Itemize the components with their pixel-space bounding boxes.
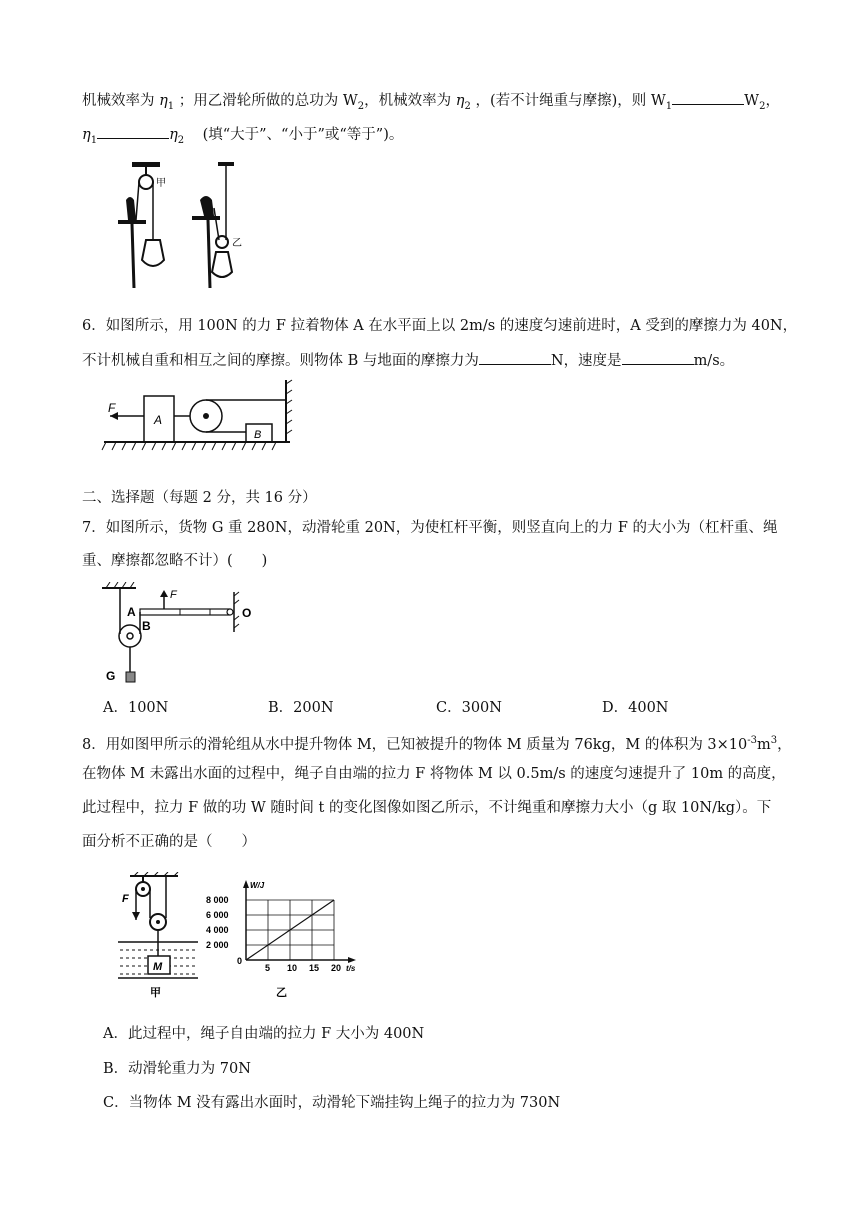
subscript: 2: [357, 100, 365, 112]
ceiling-mount: [218, 162, 234, 166]
q6-text: m/s。: [693, 353, 735, 369]
q8-option-a[interactable]: A．此过程中，绳子自由端的拉力 F 大小为 400N: [103, 1026, 425, 1042]
q7-line-1: 7．如图所示，货物 G 重 280N，动滑轮重 20N，为使杠杆平衡，则竖直向上的力 F 的大小为（杠杆重、绳: [82, 520, 778, 536]
q8-line-3: 此过程中，拉力 F 做的功 W 随时间 t 的变化图像如图乙所示，不计绳重和摩擦力大小（g 取 10N/kg）。下: [82, 800, 772, 816]
label-F: F: [122, 893, 129, 905]
q8-option-b[interactable]: B．动滑轮重力为 70N: [103, 1061, 251, 1077]
person-figure: [126, 197, 136, 220]
subscript: 2: [177, 134, 185, 146]
subscript: 1: [90, 134, 98, 146]
label-B: B: [142, 619, 151, 633]
x-axis-arrow: [348, 957, 356, 963]
q6-pulley-figure: [100, 376, 300, 456]
rope: [214, 208, 219, 240]
y-tick-label: 6 000: [206, 910, 229, 920]
rope: [136, 182, 139, 220]
q5-text: ；用乙滑轮所做的总功为 W: [178, 93, 358, 109]
answer-blank[interactable]: [97, 124, 169, 139]
answer-blank[interactable]: [672, 90, 744, 105]
x-tick-label: 10: [287, 963, 298, 973]
x-tick-label: 5: [265, 963, 271, 973]
pivot-O: [227, 609, 233, 615]
subscript: 1: [167, 100, 175, 112]
eta-symbol: η: [82, 127, 91, 143]
ceiling-mount: [132, 162, 160, 167]
label-A: A: [154, 413, 163, 427]
load-bucket: [142, 240, 164, 266]
q8-work-time-chart: [204, 872, 372, 1002]
q6-text: N，速度是: [550, 353, 622, 369]
q5-line-1: [82, 90, 780, 117]
q7-line-2: 重、摩擦都忽略不计）( ): [82, 553, 268, 569]
label-F: F: [108, 401, 116, 415]
x-tick-label: 20: [331, 963, 342, 973]
ground-hatch: [102, 442, 276, 450]
label-O: O: [242, 606, 252, 620]
label-F: F: [170, 589, 177, 601]
q8-line-2: 在物体 M 未露出水面的过程中，绳子自由端的拉力 F 将物体 M 以 0.5m/s 的速度匀速提升了 10m 的高度，: [82, 766, 786, 782]
q5-text: (填“大于”、“小于”或“等于”)。: [202, 127, 404, 143]
q7-option-d[interactable]: D．400N: [602, 700, 669, 716]
superscript: -3: [747, 735, 758, 746]
y-tick-label: 2 000: [206, 940, 229, 950]
q5-text: ，(若不计绳重与摩擦)，则 W: [475, 93, 666, 109]
person-figure: [200, 196, 214, 216]
movable-pulley: [119, 625, 141, 647]
arrow-head: [132, 912, 140, 920]
q7-option-b[interactable]: B．200N: [268, 700, 334, 716]
q6-line-2: [82, 350, 734, 371]
movable-pulley: [216, 236, 228, 248]
q5-line-2: [82, 124, 403, 151]
q8-text: m: [757, 736, 771, 753]
label-A: A: [127, 605, 136, 619]
q7-option-a[interactable]: A．100N: [103, 700, 169, 716]
q5-text: ，机械效率为: [364, 93, 452, 109]
platform: [118, 220, 146, 224]
cargo-G: [126, 672, 135, 682]
q6-text: 不计机械自重和相互之间的摩擦。则物体 B 与地面的摩擦力为: [82, 353, 479, 369]
y-tick-label: 8 000: [206, 895, 229, 905]
q7-lever-figure: [100, 582, 260, 690]
x-tick-label: 15: [309, 963, 320, 973]
answer-blank[interactable]: [622, 350, 694, 365]
q8-line-4: 面分析不正确的是（ ）: [82, 834, 256, 850]
support-pole: [208, 220, 210, 288]
q6-line-1: 6．如图所示，用 100N 的力 F 拉着物体 A 在水平面上以 2m/s 的速度匀速前进时，A 受到的摩擦力为 40N，: [82, 318, 798, 334]
q5-text: ，: [765, 93, 780, 109]
superscript: 3: [770, 735, 778, 746]
label-yi: 乙: [276, 987, 287, 999]
answer-blank[interactable]: [479, 350, 551, 365]
section-heading: 二、选择题（每题 2 分，共 16 分）: [82, 490, 317, 506]
q8-option-c[interactable]: C．当物体 M 没有露出水面时，动滑轮下端挂钩上绳子的拉力为 730N: [103, 1095, 561, 1111]
pulley-axle: [203, 413, 209, 419]
label-yi: 乙: [232, 238, 242, 249]
eta-symbol: η: [455, 93, 465, 109]
label-B: B: [254, 429, 262, 441]
lever-bar: [140, 609, 230, 615]
q5-text: 机械效率为: [82, 93, 155, 109]
pulley-center: [156, 920, 160, 924]
q8-text: 8．用如图甲所示的滑轮组从水中提升物体 M，已知被提升的物体 M 质量为 76kg，M 的体积为 3×10: [82, 736, 748, 753]
pulley-center: [141, 887, 145, 891]
label-M: M: [153, 961, 163, 973]
origin-label: 0: [237, 956, 243, 966]
q5-text: W: [744, 93, 760, 109]
q7-option-c[interactable]: C．300N: [436, 700, 502, 716]
q8-pulley-figure: [116, 872, 200, 1002]
y-axis-arrow: [243, 880, 249, 888]
x-axis-label: t/s: [346, 964, 356, 973]
eta-symbol: η: [159, 93, 168, 109]
q8-text: ，: [777, 736, 792, 753]
subscript: 1: [665, 100, 673, 112]
label-G: G: [106, 669, 116, 683]
subscript: 2: [759, 100, 766, 112]
label-jia: 甲: [150, 987, 161, 999]
arrow-head: [160, 590, 168, 597]
y-tick-label: 4 000: [206, 925, 229, 935]
eta-symbol: η: [169, 127, 178, 143]
pulley-axle: [127, 633, 133, 639]
chart-tick-labels: [206, 895, 341, 973]
q5-pulley-figure: [112, 160, 262, 292]
subscript: 2: [464, 100, 471, 112]
y-axis-label: W/J: [250, 881, 265, 890]
q8-line-1: [82, 731, 792, 755]
load-bucket: [212, 252, 232, 277]
fixed-pulley: [139, 175, 153, 189]
support-pole: [132, 224, 134, 288]
label-jia: 甲: [156, 178, 166, 189]
